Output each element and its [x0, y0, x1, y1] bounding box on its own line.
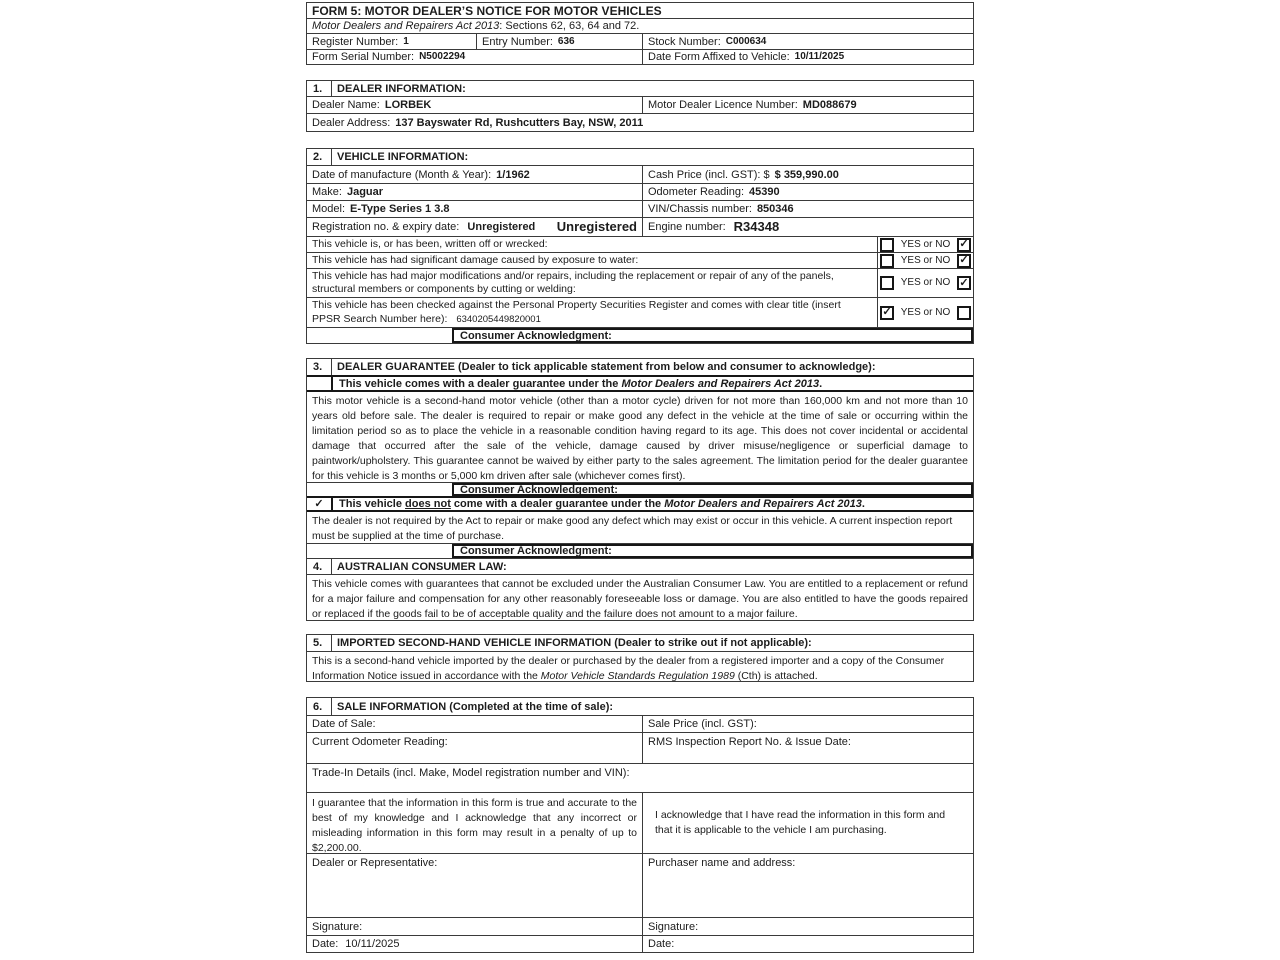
dealer-address-field: Dealer Address: 137 Bayswater Rd, Rushcutters Bay, NSW, 2011 [312, 116, 644, 129]
section-3-acknowledgement-row-1 [307, 482, 973, 496]
dealer-date-field[interactable]: Date: 10/11/2025 [312, 938, 400, 950]
trade-in-row [307, 763, 973, 792]
registration-engine-row [307, 217, 973, 236]
engine-number-field: Engine number: R34348 [642, 218, 973, 236]
stock-number-field: Stock Number: C000634 [642, 34, 973, 49]
ppsr-no-checkbox[interactable] [957, 306, 971, 320]
modifications-answer: YES or NO ✓ [877, 269, 973, 297]
guarantee-paragraph: This motor vehicle is a second-hand motor vehicle (other than a motor cycle) driven for not more than 160,000 km and not more than 10 years old before sale. The dealer is required to repair or make good any defect in the vehicle at the time of sale or occurring within the limitation period so as to place the vehicle in a reasonable condition having regard to its age. This does not cover incidental or accidental damage that occurred after the sale of the vehicle, damage caused by driver misuse/negligence or superficial damage to paintwork/upholstery. This guarantee cannot be waived by either party to the sales agreement. The limitation period for the dealer guarantee for this vehicle is 3 months or 5,000 km driven after sale (whichever comes first). [312, 395, 968, 482]
written-off-question: This vehicle is, or has been, written off or wrecked: [312, 237, 548, 250]
dealer-declaration-text: I guarantee that the information in this form is true and accurate to the best of my knowledge and I acknowledge that any incorrect or misleading information in this form may result in a penalty of up to $2,200.00. [312, 797, 637, 854]
section-6-title: SALE INFORMATION (Completed at the time of sale): [331, 698, 973, 715]
register-number-value: 1 [403, 35, 409, 47]
dealer-address-value: 137 Bayswater Rd, Rushcutters Bay, NSW, 2011 [395, 116, 644, 129]
rms-inspection-field[interactable]: RMS Inspection Report No. & Issue Date: [642, 733, 973, 763]
signature-row [307, 917, 973, 935]
written-off-no-checkbox[interactable] [957, 238, 971, 252]
section-3-dealer-guarantee [306, 358, 974, 621]
section-3-header [307, 359, 973, 375]
cash-price-value: $ 359,990.00 [774, 168, 839, 181]
check-mark-icon: ✓ [314, 498, 324, 510]
date-of-manufacture-field: Date of manufacture (Month & Year): 1/1962 [312, 168, 530, 181]
current-odometer-field[interactable]: Current Odometer Reading: [312, 736, 448, 748]
make-field: Make: Jaguar [312, 186, 384, 198]
section-4-title: AUSTRALIAN CONSUMER LAW: [331, 559, 973, 574]
section-2-vehicle-information [306, 148, 974, 344]
consumer-acknowledgment-box[interactable]: Consumer Acknowledgment: [452, 328, 973, 343]
make-value: Jaguar [346, 186, 384, 198]
form-serial-number-field: Form Serial Number: N5002294 [312, 51, 466, 63]
dealer-signature-field[interactable]: Signature: [312, 920, 363, 933]
consumer-law-paragraph: This vehicle comes with guarantees that cannot be excluded under the Australian Consumer Law. You are entitled to a replacement or refund for a major failure and compensation for any other reasonably foreseeable loss or damage. You are also entitled to have the goods repaired or replaced if the goods fail to be of acceptable quality and the failure does not amount to a major failure. [307, 574, 973, 620]
no-guarantee-paragraph: The dealer is not required by the Act to repair or make good any defect which may exist or occur in this vehicle. A current inspection report must be supplied at the time of purchase. [312, 515, 953, 542]
section-3-title: DEALER GUARANTEE (Dealer to tick applicable statement from below and consumer to acknowledge): [331, 359, 973, 375]
written-off-row [307, 236, 973, 252]
serial-affixed-row [307, 49, 973, 64]
imported-vehicle-paragraph: This is a second-hand vehicle imported by the dealer or purchased by the dealer from a registered importer and a copy of the Consumer Information Notice issued in accordance with the Motor Vehicle Standards Regulation 1989 (Cth) is attached. [307, 651, 973, 681]
ppsr-answer: ✓ YES or NO [877, 298, 973, 327]
section-1-title: DEALER INFORMATION: [331, 81, 973, 96]
date-row [307, 935, 973, 952]
registration-overlay-value: Unregistered [556, 219, 637, 234]
purchaser-date-field[interactable]: Date: [642, 936, 973, 952]
ppsr-row [307, 297, 973, 327]
sale-price-field[interactable]: Sale Price (incl. GST): [642, 716, 973, 732]
registration-value: Unregistered [467, 221, 536, 233]
section-5-title: IMPORTED SECOND-HAND VEHICLE INFORMATION (Dealer to strike out if not applicable): [331, 635, 973, 651]
engine-number-value: R34348 [733, 219, 780, 234]
representative-purchaser-row [307, 853, 973, 917]
date-affixed-value: 10/11/2025 [794, 51, 845, 62]
cash-price-field: Cash Price (incl. GST): $ $ 359,990.00 [642, 166, 973, 183]
section-1-header [307, 81, 973, 96]
dealer-representative-field[interactable]: Dealer or Representative: [312, 857, 438, 869]
section-4-number: 4. [313, 560, 323, 573]
odometer-rms-row [307, 732, 973, 763]
consumer-acknowledgment-box[interactable]: Consumer Acknowledgment: [452, 544, 973, 558]
date-of-sale-field[interactable]: Date of Sale: [312, 718, 376, 730]
written-off-answer: YES or NO ✓ [877, 237, 973, 252]
register-number-field: Register Number: 1 [312, 35, 409, 48]
form-header-table [306, 2, 974, 65]
modifications-yes-checkbox[interactable] [880, 276, 894, 290]
dealer-licence-value: MD088679 [802, 99, 857, 111]
form-title: FORM 5: MOTOR DEALER’S NOTICE FOR MOTOR VEHICLES [312, 3, 662, 18]
section-1-dealer-information [306, 80, 974, 132]
section-6-number: 6. [313, 700, 323, 713]
ppsr-yes-checkbox[interactable] [880, 306, 894, 320]
register-entry-stock-row [307, 33, 973, 49]
form-title-row [307, 3, 973, 18]
stock-number-value: C000634 [725, 35, 767, 47]
purchaser-signature-field[interactable]: Signature: [642, 918, 973, 935]
dealer-address-row [307, 113, 973, 131]
date-affixed-field: Date Form Affixed to Vehicle: 10/11/2025 [642, 50, 973, 64]
water-damage-yes-checkbox[interactable] [880, 254, 894, 268]
ppsr-question: This vehicle has been checked against the Personal Property Securities Register and comes with clear title (insert PPSR Search Number here): 6340205449820001 [312, 299, 841, 325]
modifications-row [307, 268, 973, 297]
dealer-name-field: Dealer Name: LORBEK [312, 99, 432, 111]
section-2-title: VEHICLE INFORMATION: [331, 149, 973, 165]
ppsr-number-value: 6340205449820001 [456, 313, 541, 325]
modifications-question: This vehicle has had major modifications and/or repairs, including the replacement or repair of any of the panels, structural members or components by cutting or welding: [312, 269, 834, 295]
section-2-header [307, 149, 973, 165]
act-sections: : Sections 62, 63, 64 and 72. [499, 20, 640, 32]
section-3-number: 3. [313, 361, 323, 373]
check-mark-icon: ✓ [959, 276, 969, 289]
water-damage-answer: YES or NO ✓ [877, 253, 973, 268]
guarantee-checkbox[interactable] [307, 377, 333, 390]
purchaser-name-field[interactable]: Purchaser name and address: [642, 854, 973, 917]
section-3-acknowledgment-row-2 [307, 543, 973, 558]
section-6-header [307, 698, 973, 715]
dealer-licence-field: Motor Dealer Licence Number: MD088679 [642, 97, 973, 113]
dealer-date-value: 10/11/2025 [345, 938, 400, 950]
written-off-yes-checkbox[interactable] [880, 238, 894, 252]
no-guarantee-statement-row: ✓ This vehicle does not come with a dealer guarantee under the Motor Dealers and Repairers Act 2013. [307, 496, 973, 512]
no-guarantee-checkbox[interactable] [307, 498, 333, 510]
model-vin-row [307, 200, 973, 217]
entry-number-value: 636 [557, 35, 575, 47]
entry-number-field: Entry Number: 636 [476, 34, 642, 49]
section-2-number: 2. [313, 151, 323, 163]
vin-field: VIN/Chassis number: 850346 [642, 201, 973, 217]
section-1-number: 1. [313, 82, 323, 95]
dealer-name-row [307, 96, 973, 113]
check-mark-icon: ✓ [882, 306, 892, 318]
modifications-no-checkbox[interactable] [957, 276, 971, 290]
purchaser-declaration-text: I acknowledge that I have read the information in this form and that it is applicable to the vehicle I am purchasing. [642, 793, 973, 853]
vin-value: 850346 [756, 203, 794, 215]
section-5-header [307, 635, 973, 651]
section-2-acknowledgment-row [307, 327, 973, 343]
registration-field: Registration no. & expiry date: Unregistered Unregistered [312, 219, 637, 234]
water-damage-question: This vehicle has had significant damage caused by exposure to water: [312, 253, 639, 266]
sale-date-price-row [307, 715, 973, 732]
date-of-manufacture-value: 1/1962 [496, 168, 530, 181]
odometer-value: 45390 [749, 186, 780, 198]
check-mark-icon: ✓ [959, 238, 969, 250]
model-value: E-Type Series 1 3.8 [350, 203, 450, 215]
model-field: Model: E-Type Series 1 3.8 [312, 203, 450, 215]
form-5-motor-dealers-notice [306, 2, 974, 953]
water-damage-no-checkbox[interactable] [957, 254, 971, 268]
water-damage-row [307, 252, 973, 268]
act-reference-row [307, 18, 973, 33]
manufacture-cashprice-row [307, 165, 973, 183]
check-mark-icon: ✓ [959, 254, 969, 266]
section-6-sale-information [306, 697, 974, 953]
make-odometer-row [307, 183, 973, 200]
section-5-imported-vehicle [306, 634, 974, 682]
declaration-row [307, 792, 973, 853]
odometer-field: Odometer Reading: 45390 [642, 184, 973, 200]
guarantee-statement-row: This vehicle comes with a dealer guarantee under the Motor Dealers and Repairers Act 2013. [307, 375, 973, 392]
section-4-header [307, 558, 973, 574]
consumer-acknowledgement-box[interactable]: Consumer Acknowledgement: [452, 483, 973, 496]
form-serial-number-value: N5002294 [419, 51, 466, 62]
trade-in-field[interactable]: Trade-In Details (incl. Make, Model registration number and VIN): [312, 767, 630, 779]
section-5-number: 5. [313, 637, 323, 649]
act-name: Motor Dealers and Repairers Act 2013 [312, 20, 500, 32]
dealer-name-value: LORBEK [384, 99, 432, 111]
